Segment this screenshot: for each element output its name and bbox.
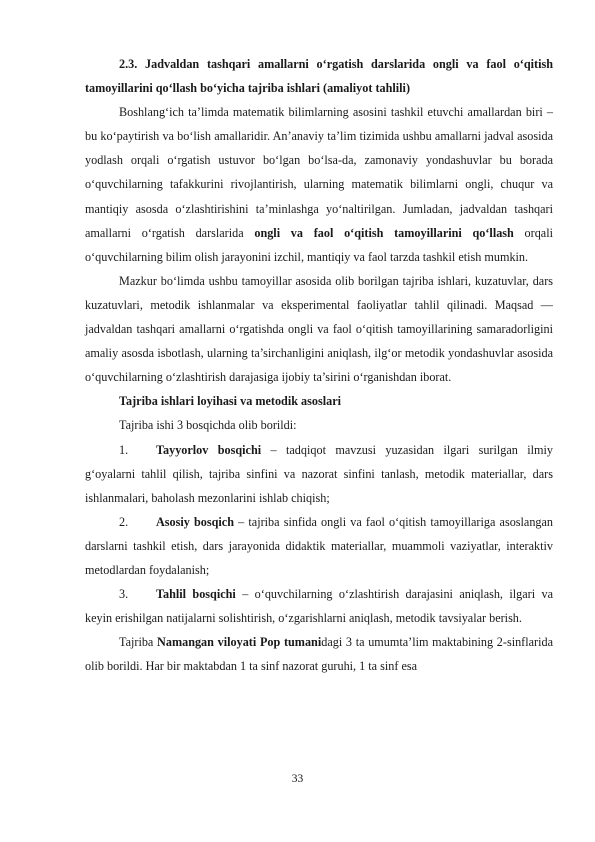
stage-item-2 xyxy=(85,510,553,582)
paragraph-purpose: Mazkur bo‘limda ushbu tamoyillar asosida olib borilgan tajriba ishlari, kuzatuvlar, dars kuzatuvlari, metodik ishlanmalar va eksperimental faoliyatlar tahlil qilinadi. Maqsad — jadvaldan tashqari amallarni o‘rgatishda ongli va faol o‘qitish tamoyillarining samaradorligini amaliy asosda isbotlash, ularning ta’sirchanligini aniqlash, ilg‘or metodik yondashuvlar asosida o‘quvchilarning o‘zlashtirish darajasiga ijobiy ta’sirini o‘rganishdan iborat. xyxy=(85,273,553,385)
subheading: Tajriba ishlari loyihasi va metodik asoslari xyxy=(119,394,341,409)
paragraph-location-end: dagi 3 ta umumta’lim maktabining 2-sinflarida olib borildi. Har bir maktabdan 1 ta sinf nazorat guruhi, 1 ta sinf esa xyxy=(85,635,553,674)
page-content xyxy=(85,52,553,678)
stage-item-1 xyxy=(85,438,553,510)
stages-intro: Tajriba ishi 3 bosqichda olib borildi: xyxy=(119,418,297,433)
stage-item-3 xyxy=(85,582,553,630)
stage-text: – tadqiqot mavzusi yuzasidan ilgari surilgan ilmiy g‘oyalarni tahlil qilish, tajriba sinfini va nazorat sinfini tanlash, metodik materiallar, dars ishlanmalari, baholash mezonlarini ishlab chiqish; xyxy=(85,442,553,505)
page-number: 33 xyxy=(291,773,304,785)
stage-title: Asosiy bosqich xyxy=(156,514,234,529)
paragraph-location xyxy=(85,630,553,678)
stage-text: – o‘quvchilarning o‘zlashtirish darajasini aniqlash, ilgari va keyin erishilgan natijalarni solishtirish, o‘zgarishlarni aniqlash, metodik tavsiyalar berish. xyxy=(85,587,553,626)
paragraph-intro-text: Boshlang‘ich ta’limda matematik bilimlarning asosini tashkil etuvchi amallardan biri – bu ko‘paytirish va bo‘lish amallaridir. An’anaviy ta’lim tizimida ushbu amallarni jadval asosida yodlash orqali o‘rgatish ustuvor bo‘lgan bo‘lsa-da, zamonaviy yondashuvlar bu borada o‘quvchilarning tafakkurini rivojlantirish, ularning matematik bilimlarni ongli, chuqur va mantiqiy asosda o‘zlashtirishini ta’minlashga yo‘naltirilgan. Jumladan, jadvaldan tashqari amallarni o‘rgatish darslarida xyxy=(85,105,553,240)
paragraph-intro xyxy=(85,100,553,269)
section-heading: 2.3. Jadvaldan tashqari amallarni o‘rgatish darslarida ongli va faol o‘qitish tamoyillarini qo‘llash bo‘yicha tajriba ishlari (amaliyot tahlili) xyxy=(85,57,553,96)
paragraph-location-bold: Namangan viloyati Pop tumani xyxy=(157,635,322,650)
paragraph-location-start: Tajriba xyxy=(119,635,158,650)
paragraph-intro-bold: ongli va faol o‘qitish tamoyillarini qo‘llash xyxy=(254,225,514,240)
stage-text: – tajriba sinfida ongli va faol o‘qitish tamoyillariga asoslangan darslarni tashkil etish, dars jarayonida didaktik materiallar, muammoli vaziyatlar, interaktiv metodlardan foydalanish; xyxy=(85,514,554,577)
stage-number: 2. xyxy=(119,514,129,529)
stage-number: 1. xyxy=(119,442,129,457)
stage-number: 3. xyxy=(119,587,129,602)
stage-title: Tahlil bosqichi xyxy=(156,587,236,602)
paragraph-intro-end: orqali o‘quvchilarning bilim olish jarayonini izchil, mantiqiy va faol tarzda tashkil etish mumkin. xyxy=(85,225,553,264)
stage-title: Tayyorlov bosqichi xyxy=(156,442,262,457)
